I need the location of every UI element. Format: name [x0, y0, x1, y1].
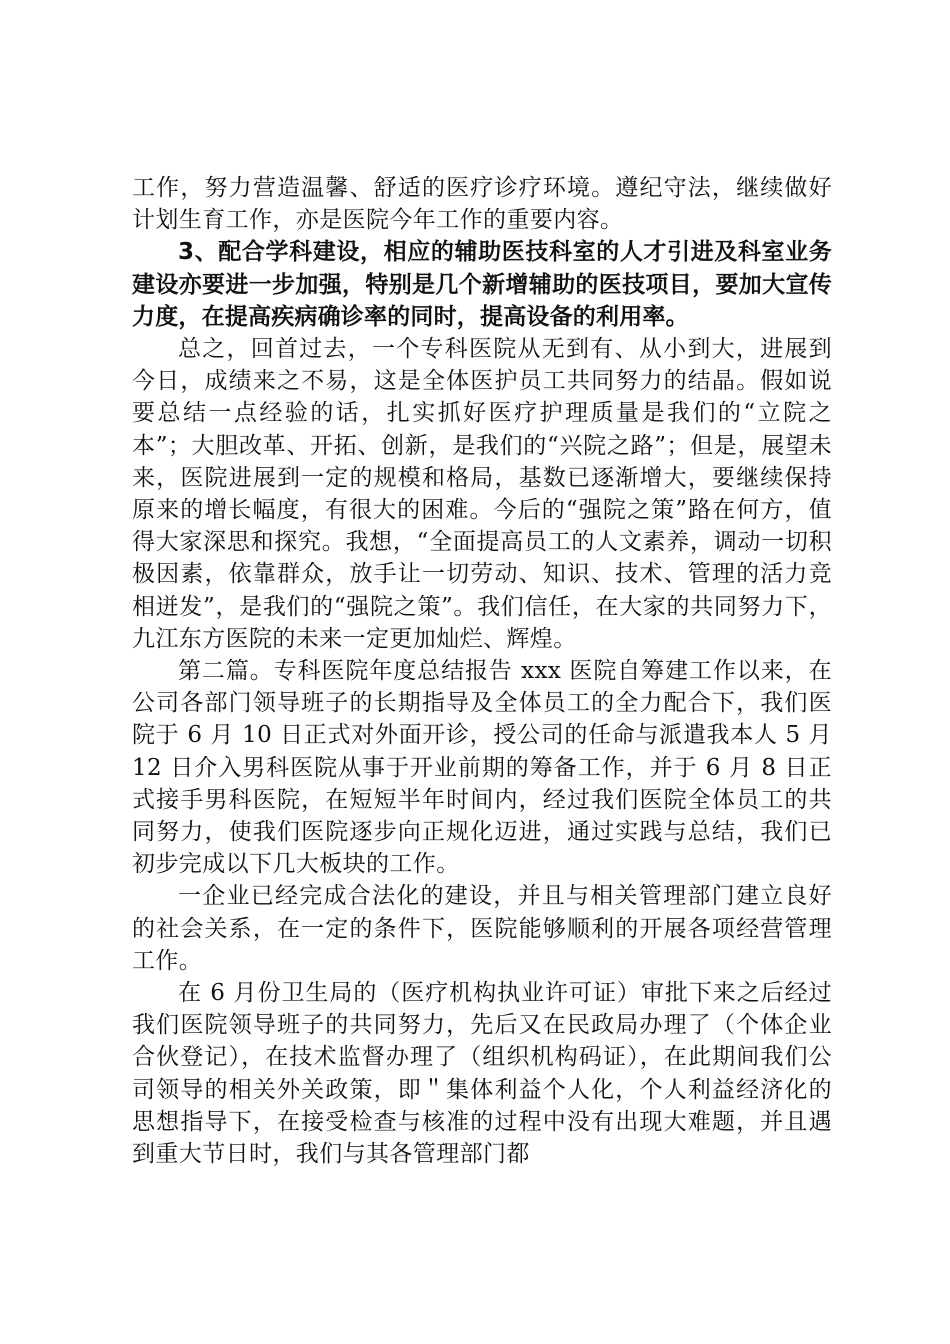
paragraph-licensing: 在 6 月份卫生局的（医疗机构执业许可证）审批下来之后经过我们医院领导班子的共同努力，先后又在民政局办理了（个体企业合伙登记），在技术监督办理了（组织机构码证），在此期间我们公司领导的相关外关政策，即＂集体利益个人化，个人利益经济化的思想指导下，在接受检查与核准的过程中没有出现大难题，并且遇到重大节日时，我们与其各管理部门都	[132, 980, 832, 1168]
paragraph-item-3: 3、配合学科建设，相应的辅助医技科室的人才引进及科室业务建设亦要进一步加强，特别是几个新增辅助的医技项目，要加大宣传力度，在提高疾病确诊率的同时，提高设备的利用率。	[132, 239, 832, 330]
paragraph-legalization: 一企业已经完成合法化的建设，并且与相关管理部门建立良好的社会关系，在一定的条件下，医院能够顺利的开展各项经营管理工作。	[132, 883, 832, 974]
paragraph-second-article: 第二篇。专科医院年度总结报告 xxx 医院自筹建工作以来，在公司各部门领导班子的长期指导及全体员工的全力配合下，我们医院于 6 月 10 日正式对外面开诊，授公司的任命与派遣我本人 5 月 12 日介入男科医院从事于开业前期的筹备工作，并于 6 月 8 日正式接手男科医院，在短短半年时间内，经过我们医院全体员工的共同努力，使我们医院逐步向正规化迈进，通过实践与总结，我们已初步完成以下几大板块的工作。	[132, 658, 832, 878]
document-page	[132, 172, 832, 1170]
paragraph-continuation: 工作，努力营造温馨、舒适的医疗诊疗环境。遵纪守法，继续做好计划生育工作，亦是医院今年工作的重要内容。	[132, 175, 832, 234]
paragraph-summary: 总之，回首过去，一个专科医院从无到有、从小到大，进展到今日，成绩来之不易，这是全体医护员工共同努力的结晶。假如说要总结一点经验的话，扎实抓好医疗护理质量是我们的“立院之本”；大胆改革、开拓、创新，是我们的“兴院之路”；但是，展望未来，医院进展到一定的规模和格局，基数已逐渐增大，要继续保持原来的增长幅度，有很大的困难。今后的“强院之策”路在何方，值得大家深思和探究。我想，“全面提高员工的人文素养，调动一切积极因素，依靠群众，放手让一切劳动、知识、技术、管理的活力竞相迸发”，是我们的“强院之策”。我们信任，在大家的共同努力下，九江东方医院的未来一定更加灿烂、辉煌。	[132, 336, 832, 652]
